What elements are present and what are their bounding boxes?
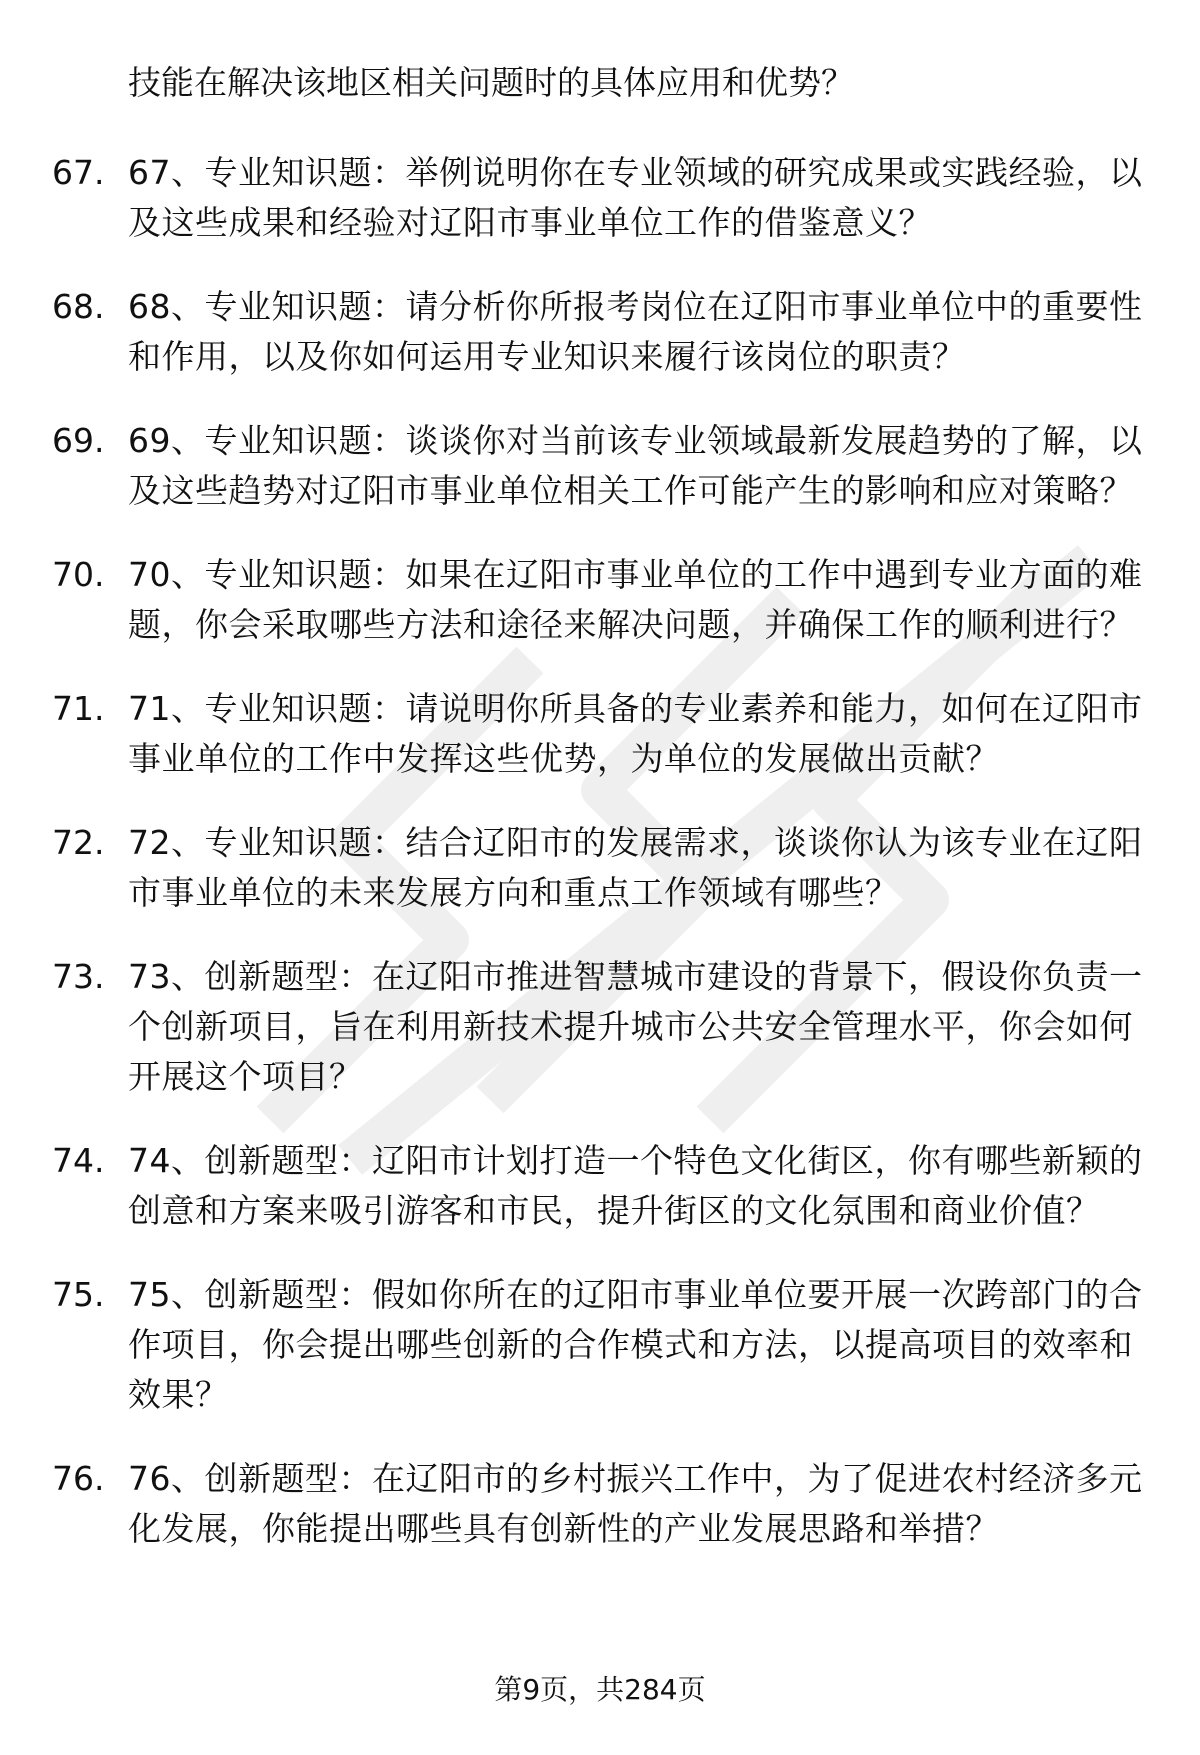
item-text: 73、创新题型：在辽阳市推进智慧城市建设的背景下，假设你负责一个创新项目，旨在利用新技术提升城市公共安全管理水平，你会如何开展这个项目？ — [128, 957, 1143, 1096]
item-number: 73. — [52, 957, 105, 996]
list-item — [52, 282, 1148, 382]
item-number: 69. — [52, 421, 105, 460]
page-footer: 第9页，共284页 — [494, 1673, 706, 1706]
list-item — [52, 1454, 1148, 1554]
item-text: 75、创新题型：假如你所在的辽阳市事业单位要开展一次跨部门的合作项目，你会提出哪些创新的合作模式和方法，以提高项目的效率和效果？ — [128, 1275, 1143, 1414]
item-number: 71. — [52, 689, 105, 728]
item-number: 70. — [52, 555, 105, 594]
item-text: 76、创新题型：在辽阳市的乡村振兴工作中，为了促进农村经济多元化发展，你能提出哪些具有创新性的产业发展思路和举措？ — [128, 1459, 1143, 1548]
item-number: 74. — [52, 1141, 105, 1180]
item-text: 71、专业知识题：请说明你所具备的专业素养和能力，如何在辽阳市事业单位的工作中发挥这些优势，为单位的发展做出贡献？ — [128, 689, 1143, 778]
list-item — [52, 1136, 1148, 1236]
list-item — [52, 684, 1148, 784]
item-text: 69、专业知识题：谈谈你对当前该专业领域最新发展趋势的了解，以及这些趋势对辽阳市事业单位相关工作可能产生的影响和应对策略？ — [128, 421, 1143, 510]
list-item — [52, 416, 1148, 516]
item-text: 74、创新题型：辽阳市计划打造一个特色文化街区，你有哪些新颖的创意和方案来吸引游客和市民，提升街区的文化氛围和商业价值？ — [128, 1141, 1143, 1230]
list-item — [52, 952, 1148, 1102]
list-item — [52, 1270, 1148, 1420]
item-number: 76. — [52, 1459, 105, 1498]
lead-text: 技能在解决该地区相关问题时的具体应用和优势？ — [128, 63, 854, 102]
question-list — [52, 148, 1148, 1588]
item-number: 68. — [52, 287, 105, 326]
list-item — [52, 550, 1148, 650]
item-text: 67、专业知识题：举例说明你在专业领域的研究成果或实践经验，以及这些成果和经验对辽阳市事业单位工作的借鉴意义？ — [128, 153, 1143, 242]
item-number: 72. — [52, 823, 105, 862]
item-text: 70、专业知识题：如果在辽阳市事业单位的工作中遇到专业方面的难题，你会采取哪些方法和途径来解决问题，并确保工作的顺利进行？ — [128, 555, 1143, 644]
item-text: 68、专业知识题：请分析你所报考岗位在辽阳市事业单位中的重要性和作用，以及你如何运用专业知识来履行该岗位的职责？ — [128, 287, 1143, 376]
item-number: 67. — [52, 153, 105, 192]
item-number: 75. — [52, 1275, 105, 1314]
list-item — [52, 148, 1148, 248]
list-item — [52, 818, 1148, 918]
item-text: 72、专业知识题：结合辽阳市的发展需求，谈谈你认为该专业在辽阳市事业单位的未来发展方向和重点工作领域有哪些？ — [128, 823, 1143, 912]
